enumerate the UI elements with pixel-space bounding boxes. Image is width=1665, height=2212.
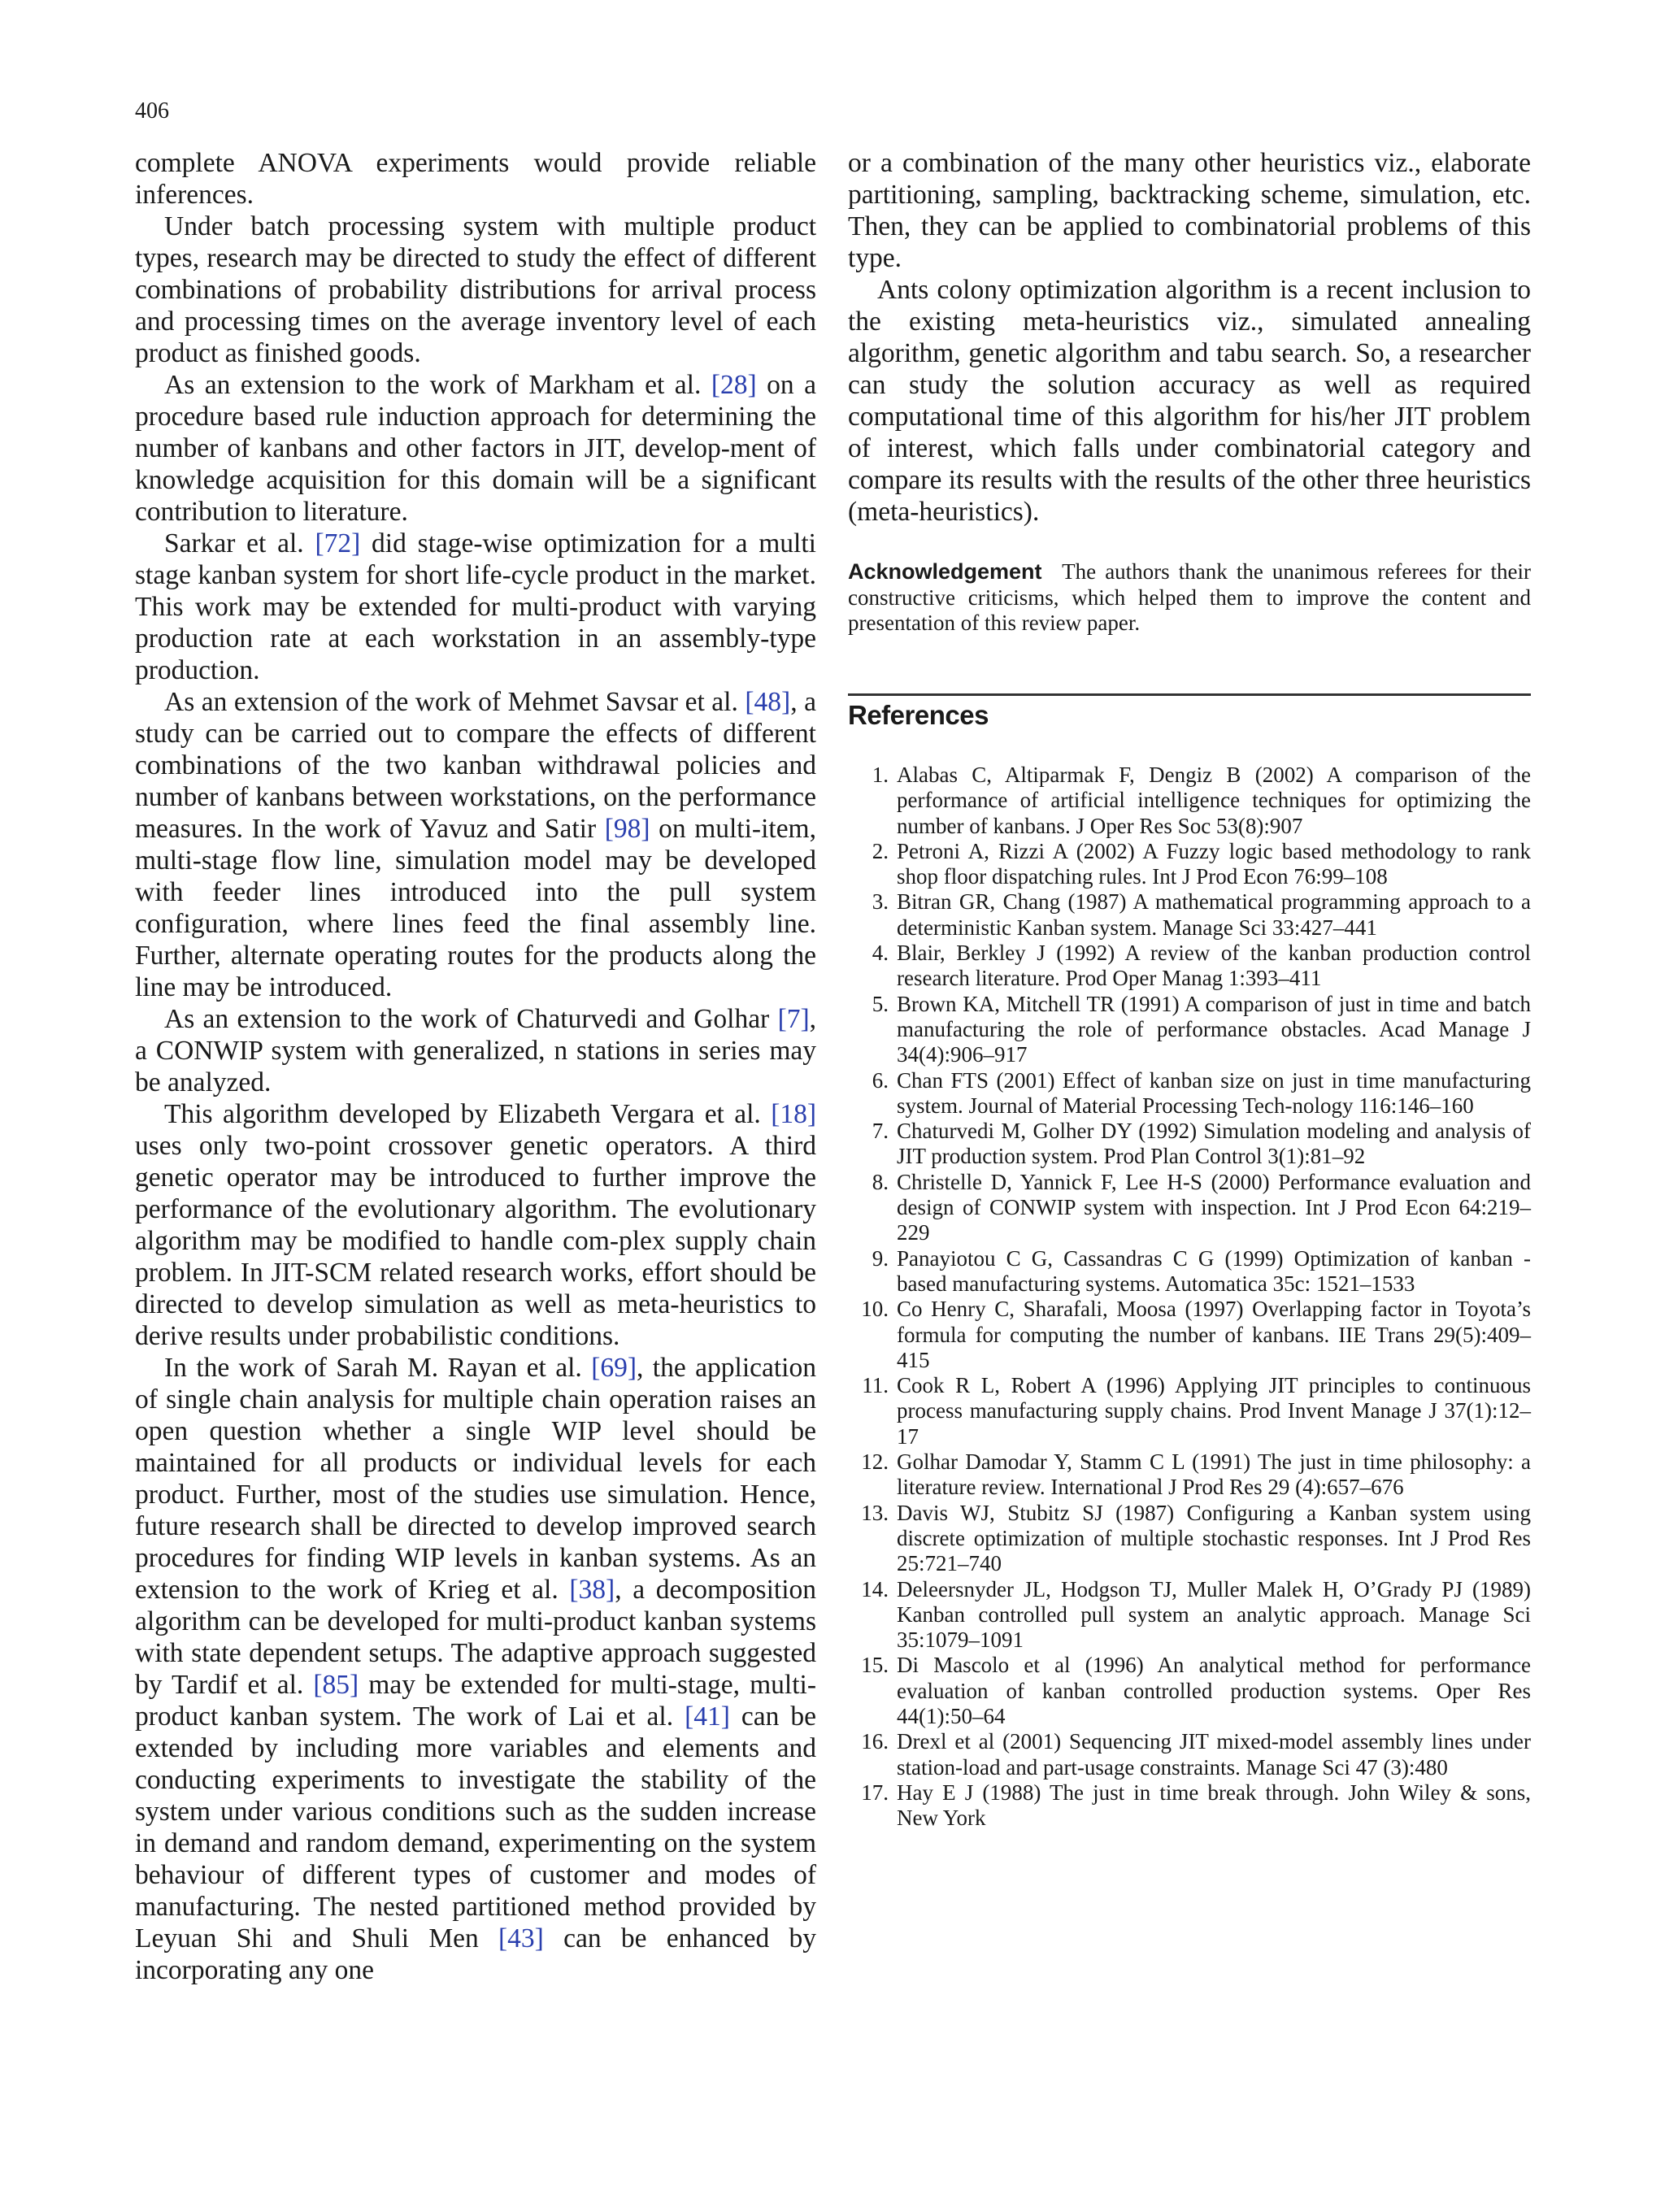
reference-text: Golhar Damodar Y, Stamm C L (1991) The just in time philosophy: a literature review. International J Prod Res 29 (4):657–676: [897, 1449, 1531, 1500]
right-column: [848, 147, 1531, 1831]
citation-link[interactable]: [69]: [591, 1353, 637, 1383]
reference-item: [848, 889, 1531, 941]
reference-text: Chan FTS (2001) Effect of kanban size on just in time manufacturing system. Journal of Material Processing Tech-nology 116:146–160: [897, 1067, 1531, 1118]
citation-link[interactable]: [43]: [498, 1923, 544, 1953]
reference-list: [848, 763, 1531, 1831]
reference-item: [848, 941, 1531, 992]
paragraph-text: As an extension to the work of Chaturvedi and Golhar: [164, 1004, 778, 1034]
reference-number: 4.: [872, 941, 889, 966]
citation-link[interactable]: [18]: [771, 1099, 816, 1129]
citation-link[interactable]: [98]: [604, 814, 650, 844]
body-paragraph: [848, 274, 1531, 528]
reference-number: 9.: [872, 1245, 889, 1271]
reference-item: [848, 839, 1531, 890]
reference-number: 16.: [861, 1729, 889, 1754]
references-divider: [848, 693, 1531, 696]
acknowledgement: [848, 559, 1531, 637]
paragraph-text: Ants colony optimization algorithm is a recent inclusion to the existing meta-heuristics viz., simulated annealing algorithm, genetic algorithm and tabu search. So, a researcher can study the solution accuracy as well as required computational time of this algorithm for his/her JIT problem of interest, which falls under combinatorial category and compare its results with the results of the other three heuristics (meta-heuristics).: [848, 275, 1531, 527]
paragraph-text: Under batch processing system with multiple product types, research may be directed to study the effect of different combinations of probability distributions for arrival process and processing times on the average inventory level of each product as finished goods.: [135, 211, 816, 368]
citation-link[interactable]: [85]: [313, 1670, 359, 1700]
reference-number: 13.: [861, 1500, 889, 1525]
reference-item: [848, 1246, 1531, 1297]
reference-number: 17.: [861, 1780, 889, 1805]
reference-item: [848, 1729, 1531, 1780]
reference-number: 5.: [872, 991, 889, 1016]
reference-number: 2.: [872, 838, 889, 863]
body-paragraph: [135, 1098, 816, 1352]
reference-text: Co Henry C, Sharafali, Moosa (1997) Overlapping factor in Toyota’s formula for computing the number of kanbans. IIE Trans 29(5):409–415: [897, 1297, 1531, 1372]
reference-text: Panayiotou C G, Cassandras C G (1999) Optimization of kanban - based manufacturing systems. Automatica 35c: 1521–1533: [897, 1245, 1531, 1296]
paragraph-text: In the work of Sarah M. Rayan et al.: [164, 1353, 592, 1383]
reference-item: [848, 1577, 1531, 1654]
reference-number: 15.: [861, 1653, 889, 1678]
citation-link[interactable]: [7]: [777, 1004, 810, 1034]
body-paragraph: [135, 686, 816, 1003]
reference-number: 14.: [861, 1576, 889, 1601]
paragraph-text: can be enhanced by incorporating any one: [135, 1923, 816, 1985]
reference-item: [848, 1119, 1531, 1170]
reference-item: [848, 992, 1531, 1068]
citation-link[interactable]: [72]: [315, 528, 361, 558]
body-paragraph: [848, 147, 1531, 274]
reference-number: 7.: [872, 1119, 889, 1144]
reference-item: [848, 1170, 1531, 1246]
left-column: [135, 147, 816, 1986]
references-heading: References: [848, 700, 989, 730]
body-paragraph: [135, 369, 816, 528]
reference-item: [848, 763, 1531, 839]
reference-item: [848, 1449, 1531, 1501]
paragraph-text: can be extended by including more variables and elements and conducting experiments to investigate the stability of the system under various conditions such as the sudden increase in demand and random demand, experimenting on the system behaviour of different types of customer and modes of manufacturing. The nested partitioned method provided by Leyuan Shi and Shuli Men: [135, 1701, 816, 1953]
paragraph-text: , a CONWIP system with generalized, n stations in series may be analyzed.: [135, 1004, 816, 1097]
paragraph-text: As an extension of the work of Mehmet Savsar et al.: [164, 687, 746, 717]
citation-link[interactable]: [41]: [685, 1701, 730, 1732]
reference-item: [848, 1068, 1531, 1119]
reference-text: Davis WJ, Stubitz SJ (1987) Configuring a Kanban system using discrete optimization of multiple stochastic responses. Int J Prod Res 25:721–740: [897, 1500, 1531, 1576]
reference-item: [848, 1297, 1531, 1373]
paragraph-text: on a procedure based rule induction approach for determining the number of kanbans and other factors in JIT, develop-ment of knowledge acquisition for this domain will be a significant contribution to literature.: [135, 370, 816, 527]
body-paragraph: [135, 1003, 816, 1098]
paragraph-text: , a study can be carried out to compare the effects of different combinations of the two kanban withdrawal policies and number of kanbans between workstations, on the performance measures. In the work of Yavuz and Satir: [135, 687, 816, 844]
paragraph-text: This algorithm developed by Elizabeth Vergara et al.: [164, 1099, 772, 1129]
reference-item: [848, 1501, 1531, 1577]
reference-number: 11.: [862, 1373, 889, 1398]
reference-text: Blair, Berkley J (1992) A review of the kanban production control research literature. Prod Oper Manag 1:393–411: [897, 941, 1531, 991]
reference-text: Alabas C, Altiparmak F, Dengiz B (2002) A comparison of the performance of artificial intelligence techniques for optimizing the number of kanbans. J Oper Res Soc 53(8):907: [897, 763, 1531, 838]
reference-text: Cook R L, Robert A (1996) Applying JIT principles to continuous process manufacturing supply chains. Prod Invent Manage J 37(1):12–17: [897, 1373, 1531, 1449]
paragraph-text: complete ANOVA experiments would provide reliable inferences.: [135, 148, 816, 210]
body-paragraph: [135, 1352, 816, 1986]
reference-text: Hay E J (1988) The just in time break through. John Wiley & sons, New York: [897, 1780, 1531, 1831]
body-paragraph: [135, 147, 816, 211]
paragraph-text: did stage-wise optimization for a multi stage kanban system for short life-cycle product in the market. This work may be extended for multi-product with varying production rate at each workstation in an assembly-type production.: [135, 528, 816, 685]
citation-link[interactable]: [28]: [711, 370, 757, 400]
paragraph-text: may be extended for multi-stage, multi-product kanban system. The work of Lai et al.: [135, 1670, 817, 1732]
right-column-body: [848, 147, 1531, 528]
paragraph-text: , a decomposition algorithm can be developed for multi-product kanban systems with state dependent setups. The adaptive approach suggested by Tardif et al.: [135, 1575, 816, 1700]
reference-number: 1.: [872, 763, 889, 787]
reference-text: Petroni A, Rizzi A (2002) A Fuzzy logic based methodology to rank shop floor dispatching rules. Int J Prod Econ 76:99–108: [897, 838, 1531, 889]
reference-number: 6.: [872, 1067, 889, 1093]
citation-link[interactable]: [38]: [569, 1575, 615, 1605]
paragraph-text: on multi-item, multi-stage flow line, simulation model may be developed with feeder lines introduced into the pull system configuration, where lines feed the final assembly line. Further, alternate operating routes for the products along the line may be introduced.: [135, 814, 816, 1002]
page-number: 406: [135, 98, 169, 124]
paragraph-text: , the application of single chain analysis for multiple chain operation raises an open question whether a single WIP level should be maintained for all products or individual levels for each product. Further, most of the studies use simulation. Hence, future research shall be directed to develop improved search procedures for finding WIP levels in kanban systems. As an extension to the work of Krieg et al.: [135, 1353, 816, 1605]
reference-text: Drexl et al (2001) Sequencing JIT mixed-model assembly lines under station-load and part-usage constraints. Manage Sci 47 (3):480: [897, 1729, 1531, 1780]
paragraph-text: Sarkar et al.: [164, 528, 315, 558]
paragraph-text: As an extension to the work of Markham et al.: [164, 370, 711, 400]
reference-number: 3.: [872, 889, 889, 915]
reference-text: Brown KA, Mitchell TR (1991) A comparison of just in time and batch manufacturing the role of performance obstacles. Acad Manage J 34(4):906–917: [897, 991, 1531, 1067]
acknowledgement-text: The authors thank the unanimous referees for their constructive criticisms, which helped them to improve the content and presentation of this review paper.: [848, 559, 1531, 635]
reference-text: Deleersnyder JL, Hodgson TJ, Muller Malek H, O’Grady PJ (1989) Kanban controlled pull system an analytic approach. Manage Sci 35:1079–1091: [897, 1576, 1531, 1653]
paragraph-text: or a combination of the many other heuristics viz., elaborate partitioning, sampling, backtracking scheme, simulation, etc. Then, they can be applied to combinatorial problems of this type.: [848, 148, 1531, 273]
reference-number: 12.: [861, 1449, 889, 1475]
reference-item: [848, 1653, 1531, 1729]
body-paragraph: [135, 528, 816, 686]
citation-link[interactable]: [48]: [745, 687, 791, 717]
reference-number: 10.: [861, 1297, 889, 1322]
reference-number: 8.: [872, 1169, 889, 1194]
reference-item: [848, 1780, 1531, 1832]
reference-text: Chaturvedi M, Golher DY (1992) Simulation modeling and analysis of JIT production system. Prod Plan Control 3(1):81–92: [897, 1119, 1531, 1169]
reference-item: [848, 1373, 1531, 1449]
reference-text: Bitran GR, Chang (1987) A mathematical programming approach to a deterministic Kanban system. Manage Sci 33:427–441: [897, 889, 1531, 940]
paragraph-text: uses only two-point crossover genetic operators. A third genetic operator may be introduced to further improve the performance of the evolutionary algorithm. The evolutionary algorithm may be modified to handle com-plex supply chain problem. In JIT-SCM related research works, effort should be directed to develop simulation as well as meta-heuristics to derive results under probabilistic conditions.: [135, 1131, 816, 1351]
reference-text: Christelle D, Yannick F, Lee H-S (2000) Performance evaluation and design of CONWIP system with inspection. Int J Prod Econ 64:219–229: [897, 1169, 1531, 1245]
reference-text: Di Mascolo et al (1996) An analytical method for performance evaluation of kanban controlled production systems. Oper Res 44(1):50–64: [897, 1653, 1531, 1728]
body-paragraph: [135, 211, 816, 369]
acknowledgement-label: Acknowledgement: [848, 559, 1042, 584]
